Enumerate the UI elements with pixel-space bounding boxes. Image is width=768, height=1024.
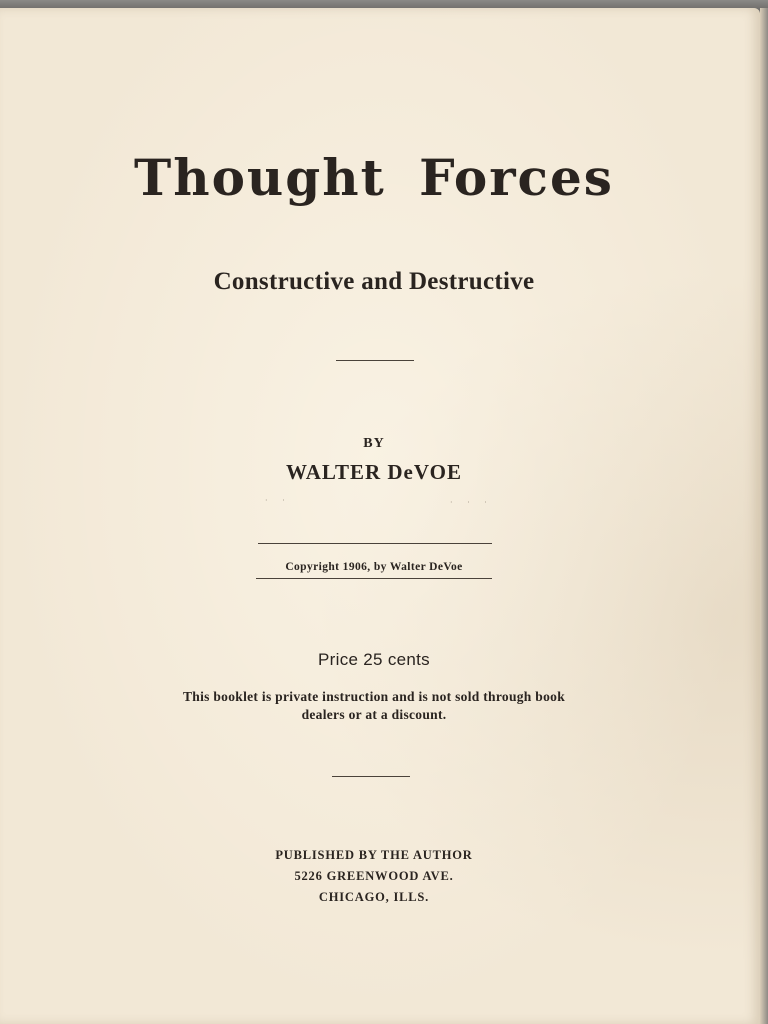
- author-name: WALTER DeVOE: [286, 460, 462, 484]
- book-subtitle: Constructive and Destructive: [213, 268, 535, 295]
- title-page: [0, 8, 760, 1024]
- copyright-rule-bottom: [256, 578, 492, 579]
- divider-rule-top: [336, 360, 414, 361]
- sale-notice: [0, 688, 748, 724]
- paper-specks: · ·: [265, 496, 291, 505]
- publisher-city: CHICAGO, ILLS.: [318, 890, 430, 904]
- book-title: Thought Forces: [134, 148, 614, 207]
- sale-notice-line-1: This booklet is private instruction and is not sold through book: [182, 689, 566, 704]
- paper-specks: · · ·: [450, 498, 493, 507]
- copyright-rule-top: [258, 543, 492, 544]
- copyright-notice: Copyright 1906, by Walter DeVoe: [285, 561, 463, 573]
- price-label: Price 25 cents: [318, 650, 430, 669]
- publisher-address: 5226 GREENWOOD AVE.: [294, 869, 454, 883]
- sale-notice-line-2: dealers or at a discount.: [301, 707, 447, 722]
- byline-label: BY: [363, 436, 385, 451]
- page-edge-shadow: [760, 8, 768, 1024]
- publisher-line: PUBLISHED BY THE AUTHOR: [275, 848, 473, 862]
- divider-rule-bottom: [332, 776, 410, 777]
